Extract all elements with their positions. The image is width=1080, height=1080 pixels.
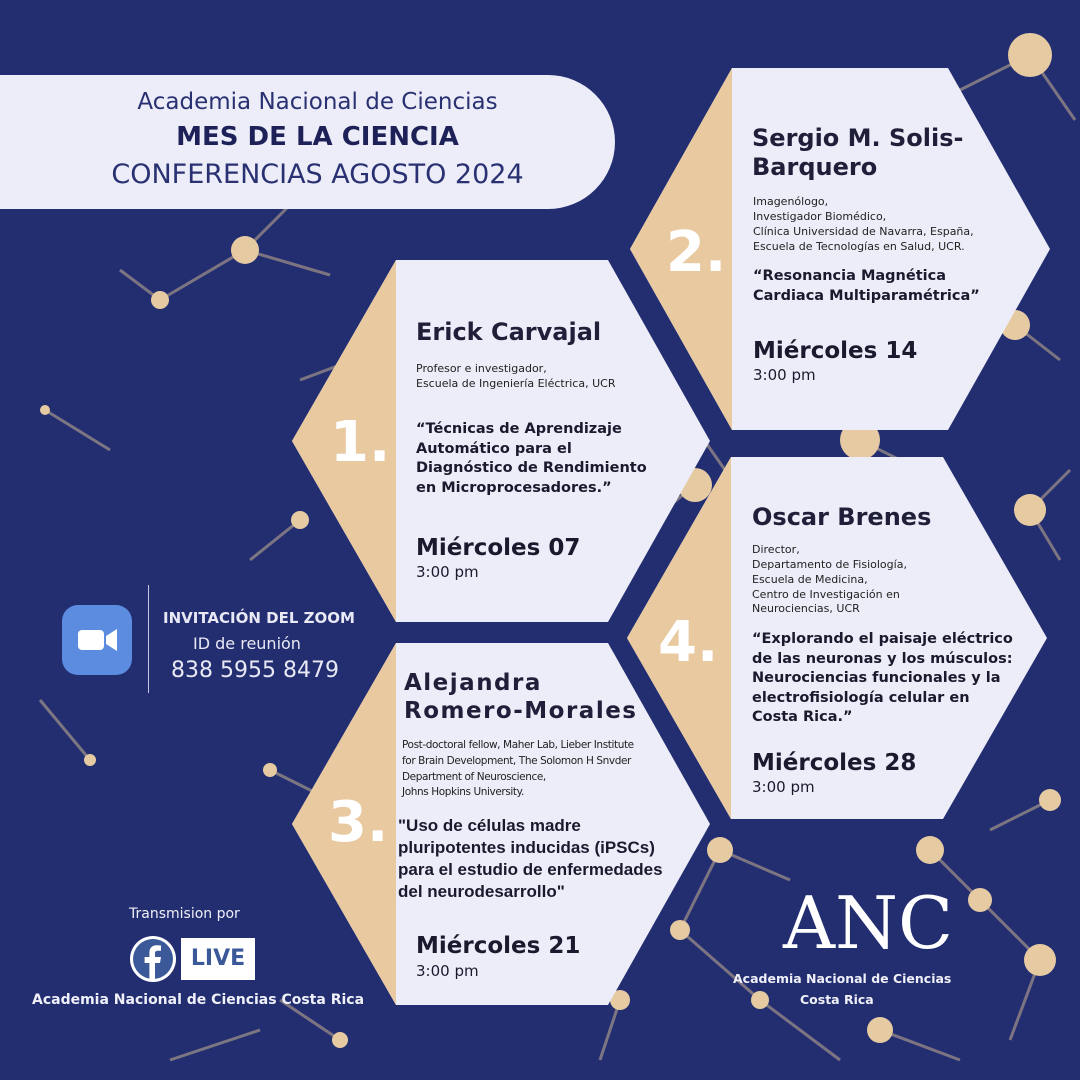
talk-1-day: Miércoles 07: [416, 535, 581, 561]
facebook-icon[interactable]: [130, 936, 176, 982]
talk-3-day: Miércoles 21: [416, 933, 581, 959]
talk-2-number: 2.: [666, 220, 727, 285]
talk-1-title: “Técnicas de Aprendizaje Automático para el Diagnóstico de Rendimiento en Microprocesadores.”: [416, 421, 647, 496]
zoom-meeting-id[interactable]: 838 5955 8479: [171, 658, 339, 683]
logo-line1: Academia Nacional de Ciencias: [733, 971, 952, 986]
facebook-f-glyph: [130, 936, 176, 982]
talk-4-number: 4.: [658, 610, 719, 675]
header-title: MES DE LA CIENCIA: [176, 122, 459, 152]
anc-logo-icon: [783, 878, 954, 965]
talk-2-speaker: Sergio M. Solis- Barquero: [752, 124, 964, 181]
talk-2-affiliation: Imagenólogo, Investigador Biomédico, Clínica Universidad de Navarra, España, Escuela de Tecnologías en Salud, UCR.: [753, 195, 974, 253]
talk-2-day: Miércoles 14: [753, 338, 918, 364]
talk-3-time: 3:00 pm: [416, 962, 479, 980]
talk-1-speaker: Erick Carvajal: [416, 318, 602, 346]
talk-2-title: “Resonancia Magnética Cardiaca Multiparamétrica”: [753, 268, 980, 304]
header-banner: [0, 75, 615, 209]
header-org: Academia Nacional de Ciencias: [137, 89, 498, 115]
talk-3-title: "Uso de células madre pluripotentes inducidas (iPSCs) para el estudio de enfermedades del neurodesarrollo": [398, 816, 663, 902]
talk-3-speaker: Alejandra Romero-Morales: [404, 670, 638, 724]
talk-4-time: 3:00 pm: [752, 778, 815, 796]
talk-1-time: 3:00 pm: [416, 563, 479, 581]
anc-logo-letters: ANC: [783, 881, 954, 965]
broadcast-label: Transmision por: [129, 906, 240, 922]
talk-2-time: 3:00 pm: [753, 366, 816, 384]
talk-4-day: Miércoles 28: [752, 750, 917, 776]
zoom-label: INVITACIÓN DEL ZOOM: [163, 609, 355, 627]
talk-1-number: 1.: [330, 410, 391, 475]
broadcast-channel: Academia Nacional de Ciencias Costa Rica: [32, 992, 365, 1008]
zoom-divider: [148, 585, 149, 693]
zoom-icon[interactable]: [62, 605, 132, 675]
logo-line2: Costa Rica: [800, 992, 874, 1007]
talk-1-affiliation: Profesor e investigador, Escuela de Ingeniería Eléctrica, UCR: [416, 362, 616, 390]
talk-3-number: 3.: [328, 790, 389, 855]
talk-4-affiliation: Director, Departamento de Fisiología, Escuela de Medicina, Centro de Investigación en Neurociencias, UCR: [752, 543, 907, 616]
header-subtitle: CONFERENCIAS AGOSTO 2024: [111, 159, 524, 190]
live-label: LIVE: [190, 946, 246, 971]
zoom-id-label: ID de reunión: [193, 634, 301, 653]
talk-4-title: “Explorando el paisaje eléctrico de las neuronas y los músculos: Neurociencias funcionales y la electrofisiología celular en Costa Rica.”: [752, 631, 1013, 726]
video-camera-icon: [62, 605, 132, 675]
live-badge[interactable]: [181, 938, 255, 980]
talk-3-affiliation: Post-doctoral fellow, Maher Lab, Lieber Institute for Brain Development, The Solomon H Snvder Department of Neuroscience, Johns Hopkins University.: [402, 739, 634, 799]
talk-4-speaker: Oscar Brenes: [752, 503, 932, 531]
